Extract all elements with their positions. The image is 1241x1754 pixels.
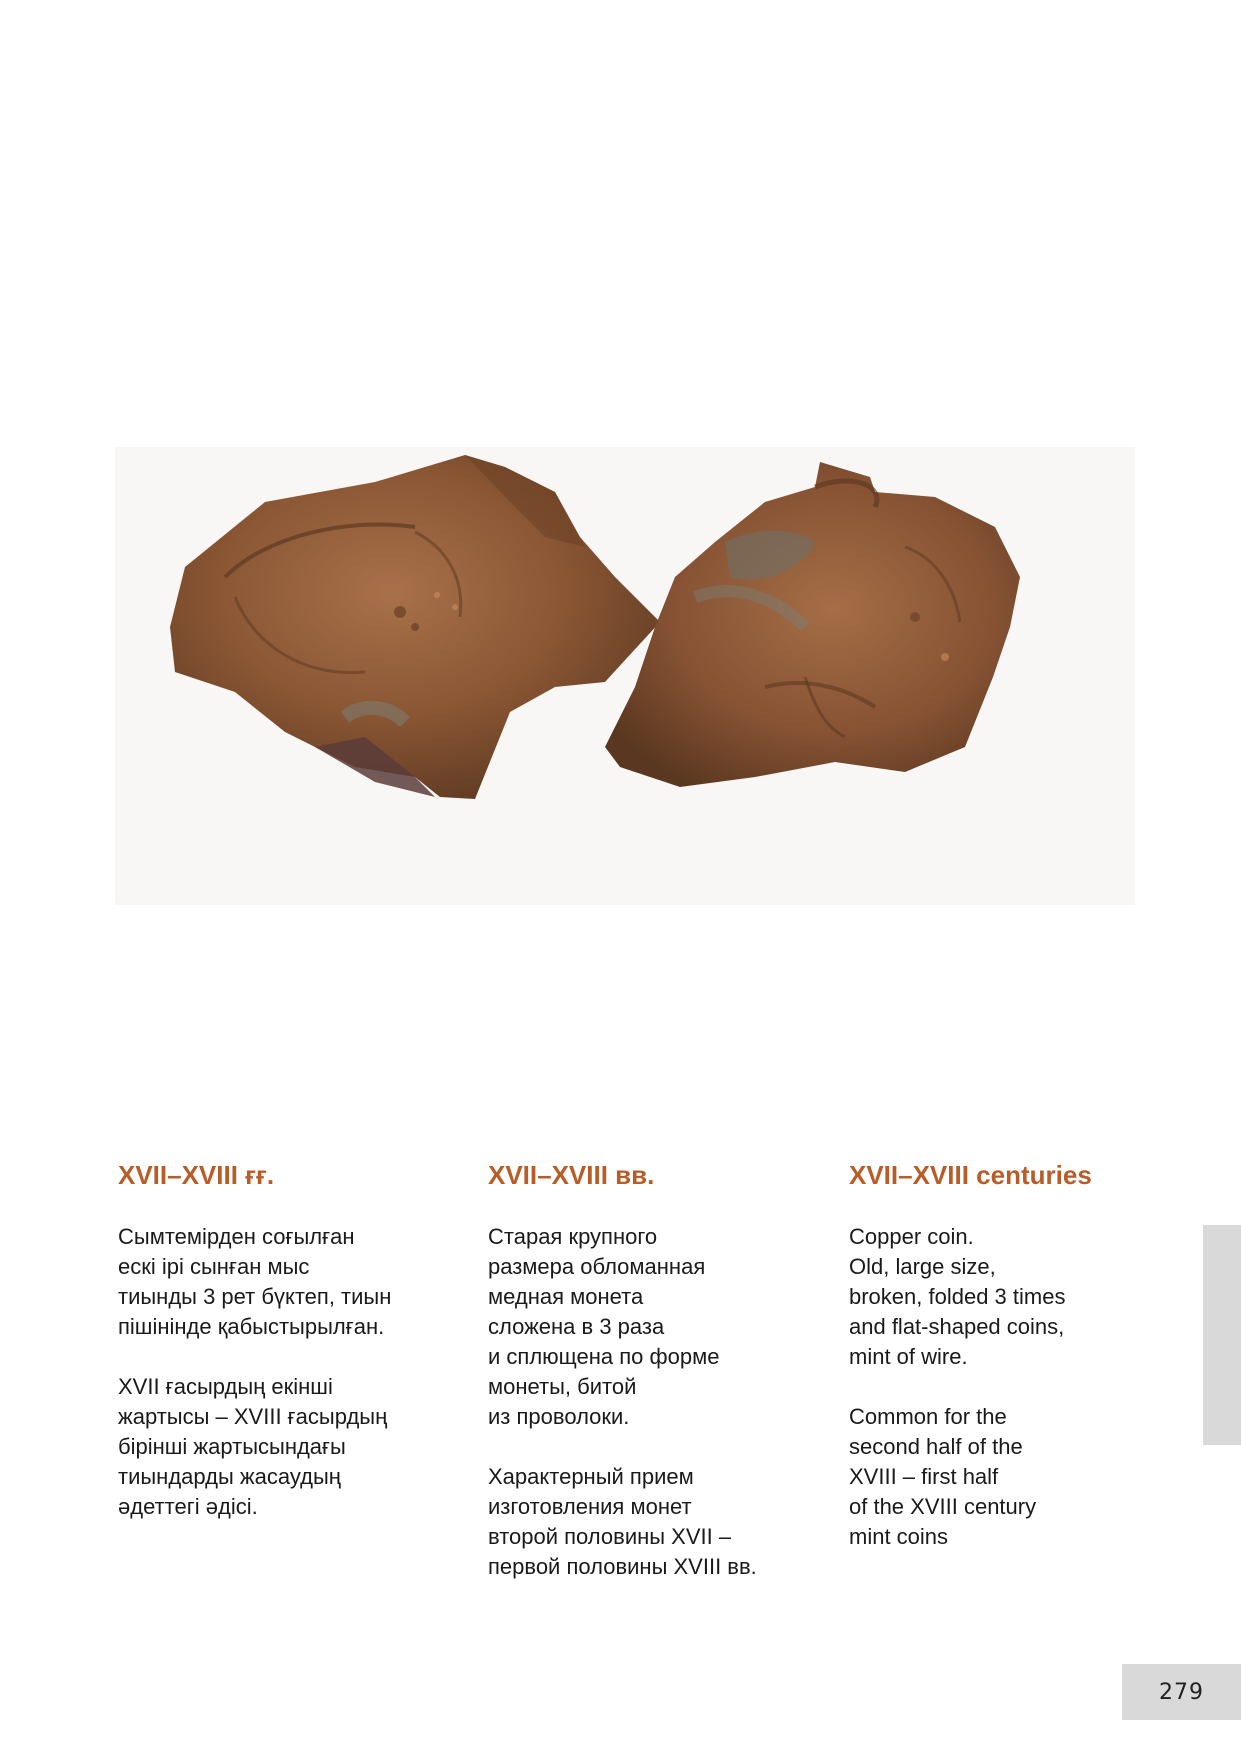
description-paragraph: Copper coin. Old, large size, broken, folded 3 times and flat-shaped coins, mint of wire. — [849, 1224, 1066, 1369]
description-paragraph: Сымтемірден соғылған ескі ірі сынған мыс тиынды 3 рет бүктеп, тиын пішінінде қабыстырылған. — [118, 1224, 392, 1339]
page-number: 279 — [1159, 1679, 1204, 1705]
description-paragraph: Старая крупного размера обломанная медная монета сложена в 3 раза и сплющена по форме монеты, битой из проволоки. — [488, 1224, 720, 1429]
column-russian — [488, 1160, 818, 1612]
section-side-tab — [1203, 1225, 1241, 1445]
description-paragraph: XVII ғасырдың екінші жартысы – XVIII ғасырдың бірінші жартысындағы тиындарды жасаудың әдеттегі әдісі. — [118, 1374, 388, 1519]
column-title: XVII–XVIII ғғ. — [118, 1160, 275, 1190]
column-kazakh — [118, 1160, 448, 1552]
coin-photograph — [115, 447, 1135, 905]
column-english — [849, 1160, 1149, 1582]
column-title: XVII–XVIII centuries — [849, 1160, 1092, 1190]
column-title: XVII–XVIII вв. — [488, 1160, 655, 1190]
coin-obverse — [170, 455, 660, 799]
description-paragraph: Характерный прием изготовления монет второй половины XVII – первой половины XVIII вв. — [488, 1464, 757, 1579]
coin-reverse — [605, 462, 1020, 787]
description-paragraph: Common for the second half of the XVIII – first half of the XVIII century mint coins — [849, 1404, 1037, 1549]
page-number-box — [1122, 1664, 1241, 1720]
